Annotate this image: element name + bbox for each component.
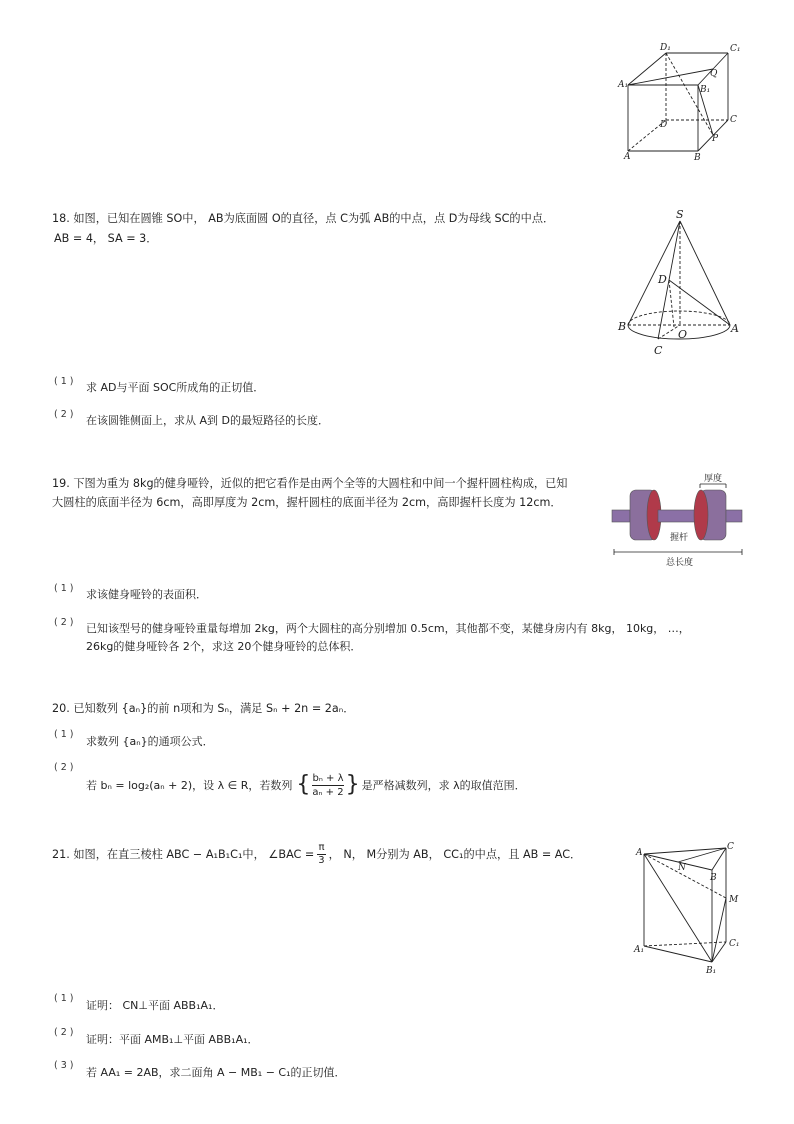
q20-fraction-numerator: bₙ + λ <box>312 772 344 784</box>
cube-label-d: D <box>660 120 668 130</box>
q18-line2: AB = 4， SA = 3． <box>54 232 158 245</box>
q21-line1 <box>52 842 581 867</box>
prism-label-b1: B₁ <box>706 966 717 976</box>
cube-label-c: C <box>730 115 737 125</box>
q20-part1: 求数列 {aₙ}的通项公式． <box>86 735 214 748</box>
prism-label-a1: A₁ <box>634 945 645 955</box>
prism-label-a: A <box>636 848 643 858</box>
cube-label-a: A <box>624 152 631 162</box>
q20-fraction-denominator: aₙ + 2 <box>312 786 344 798</box>
q18-part1-number: ( 1 ) <box>54 376 74 387</box>
prism-label-c1: C₁ <box>729 939 740 949</box>
q21-part3-number: ( 3 ) <box>54 1060 74 1071</box>
cone-label-o: O <box>678 328 688 341</box>
cube-label-b: B <box>694 153 701 163</box>
q21-part2: 证明：平面 AMB₁⊥平面 ABB₁A₁． <box>86 1033 259 1046</box>
right-brace: } <box>345 772 360 797</box>
q21-part3: 若 AA₁ = 2AB，求二面角 A − MB₁ − C₁的正切值． <box>86 1066 346 1079</box>
q21-part1-number: ( 1 ) <box>54 993 74 1004</box>
q21-part2-number: ( 2 ) <box>54 1027 74 1038</box>
cube-label-p: P <box>712 134 719 144</box>
cone-label-c: C <box>654 344 663 357</box>
dumbbell-grip-label: 握杆 <box>670 533 689 543</box>
cone-label-d: D <box>658 273 667 286</box>
dumbbell-total-length-label: 总长度 <box>666 558 694 568</box>
prism-label-c: C <box>727 842 734 852</box>
q18-part1: 求 AD与平面 SOC所成角的正切值． <box>86 381 265 394</box>
q20-part2-prefix: 若 bₙ = log₂(aₙ + 2)，设 λ ∈ R，若数列 <box>86 778 293 792</box>
prism-figure <box>632 840 752 980</box>
cube-label-c1: C₁ <box>730 44 741 54</box>
prism-label-n: N <box>678 863 686 873</box>
q19-part1-number: ( 1 ) <box>54 583 74 594</box>
q21-fraction-numerator: π <box>318 842 325 853</box>
cone-label-b: B <box>618 320 627 333</box>
prism-label-m: M <box>729 895 739 905</box>
dumbbell-thickness-label: 厚度 <box>704 474 723 484</box>
cube-label-q: Q <box>710 69 718 79</box>
q20-part1-number: ( 1 ) <box>54 729 74 740</box>
cube-label-b1: B₁ <box>700 85 711 95</box>
q18-line1: 18. 如图，已知在圆锥 SO中， AB为底面圆 O的直径，点 C为弧 AB的中点，点 D为母线 SC的中点． <box>52 212 555 225</box>
left-brace: { <box>296 772 311 797</box>
q20-part2-suffix: 是严格减数列，求 λ的取值范围． <box>361 778 526 792</box>
cube-label-a1: A₁ <box>618 80 629 90</box>
q18-part2-number: ( 2 ) <box>54 409 74 420</box>
q20-line1: 20. 已知数列 {aₙ}的前 n项和为 Sₙ，满足 Sₙ + 2n = 2aₙ． <box>52 702 355 715</box>
q18-part2: 在该圆锥侧面上，求从 A到 D的最短路径的长度． <box>86 414 329 427</box>
q20-fraction <box>312 772 343 799</box>
q19-part2-line1: 已知该型号的健身哑铃重量每增加 2kg，两个大圆柱的高分别增加 0.5cm，其他都不变，某健身房内有 8kg， 10kg， …， <box>86 622 690 635</box>
q20-part2-number: ( 2 ) <box>54 762 74 773</box>
prism-label-b: B <box>710 873 717 883</box>
cone-label-s: S <box>676 208 684 221</box>
cube-figure <box>614 38 744 168</box>
q19-line2: 大圆柱的底面半径为 6cm，高即厚度为 2cm，握杆圆柱的底面半径为 2cm，高即握杆长度为 12cm． <box>52 496 562 509</box>
q21-part1: 证明： CN⊥平面 ABB₁A₁． <box>86 999 224 1012</box>
q21-fraction <box>317 842 325 867</box>
q19-part2-number: ( 2 ) <box>54 617 74 628</box>
q19-part2-line2: 26kg的健身哑铃各 2个，求这 20个健身哑铃的总体积． <box>86 640 362 653</box>
dumbbell-figure <box>608 470 748 570</box>
q19-line1: 19. 下图为重为 8kg的健身哑铃，近似的把它看作是由两个全等的大圆柱和中间一个握杆圆柱构成，已知 <box>52 477 568 490</box>
q20-part2 <box>86 770 526 800</box>
cone-figure <box>614 208 744 360</box>
q21-line1-prefix: 21. 如图，在直三棱柱 ABC − A₁B₁C₁中， ∠BAC = <box>52 848 315 861</box>
cube-label-d1: D₁ <box>660 43 671 53</box>
q21-line1-suffix: ， N， M分别为 AB， CC₁的中点，且 AB = AC． <box>328 848 582 861</box>
cone-label-a: A <box>731 322 739 335</box>
q21-fraction-denominator: 3 <box>318 855 325 866</box>
q19-part1: 求该健身哑铃的表面积． <box>86 588 207 601</box>
